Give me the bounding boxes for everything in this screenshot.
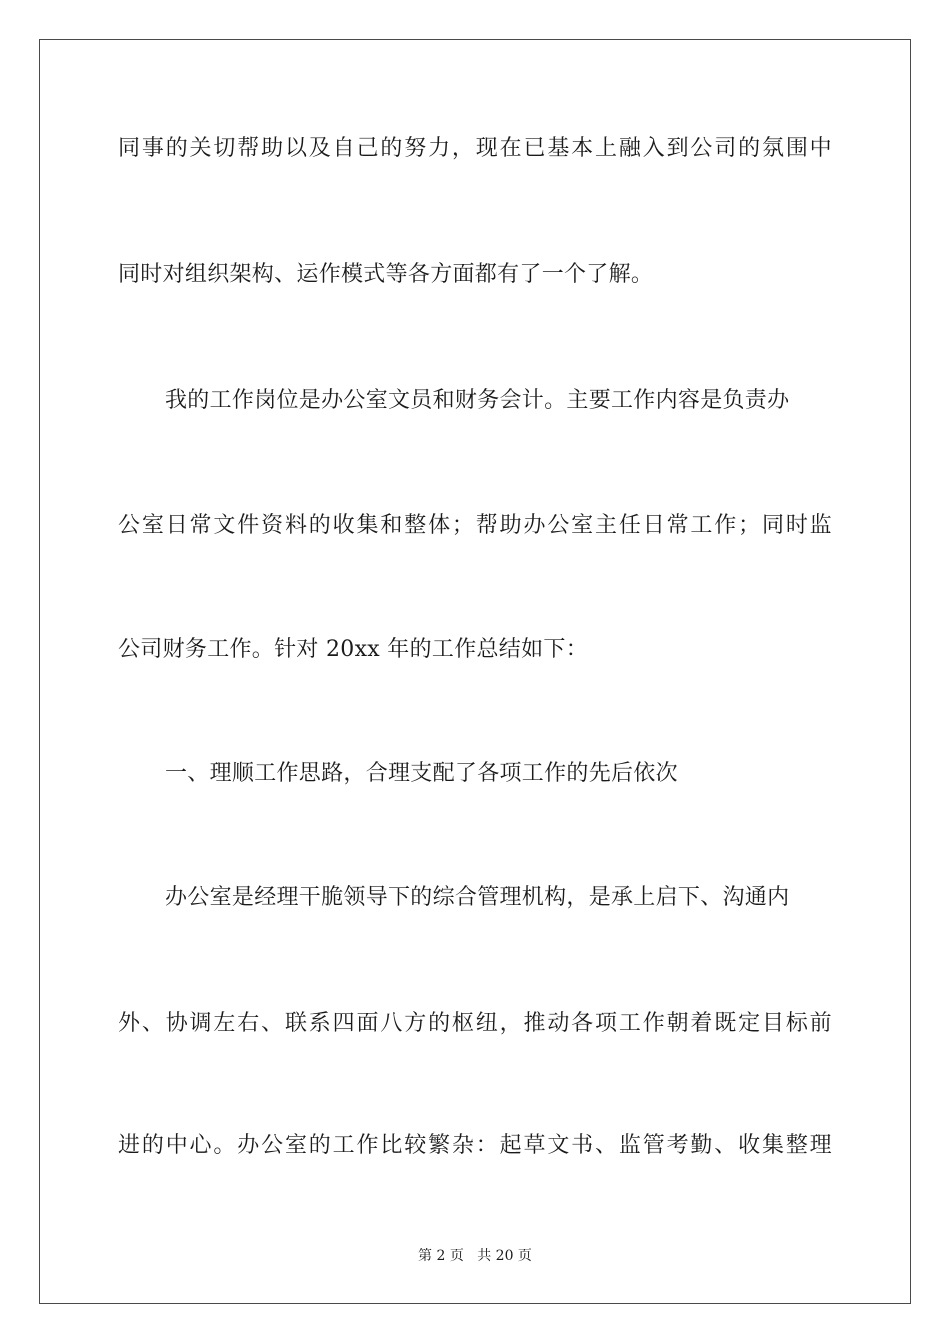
- body-line-6: 办公室是经理干脆领导下的综合管理机构，是承上启下、沟通内: [165, 885, 790, 910]
- body-line-5: 公司财务工作。针对 20xx 年的工作总结如下：: [118, 637, 588, 662]
- page-border: [39, 39, 911, 1304]
- page-total: 共 20 页: [477, 1248, 532, 1264]
- body-line-4: 公室日常文件资料的收集和整体；帮助办公室主任日常工作；同时监: [118, 513, 832, 538]
- body-line-8: 进的中心。办公室的工作比较繁杂：起草文书、监管考勤、收集整理: [118, 1133, 832, 1158]
- body-line-2: 同时对组织架构、运作模式等各方面都有了一个了解。: [118, 262, 654, 287]
- page-footer: [0, 1246, 950, 1266]
- body-line-1: 同事的关切帮助以及自己的努力，现在已基本上融入到公司的氛围中: [118, 136, 832, 161]
- page-number: 第 2 页: [418, 1248, 464, 1264]
- section-heading: 一、理顺工作思路，合理支配了各项工作的先后依次: [165, 761, 678, 786]
- body-line-3: 我的工作岗位是办公室文员和财务会计。主要工作内容是负责办: [165, 388, 790, 413]
- body-line-7: 外、协调左右、联系四面八方的枢纽，推动各项工作朝着既定目标前: [118, 1011, 832, 1036]
